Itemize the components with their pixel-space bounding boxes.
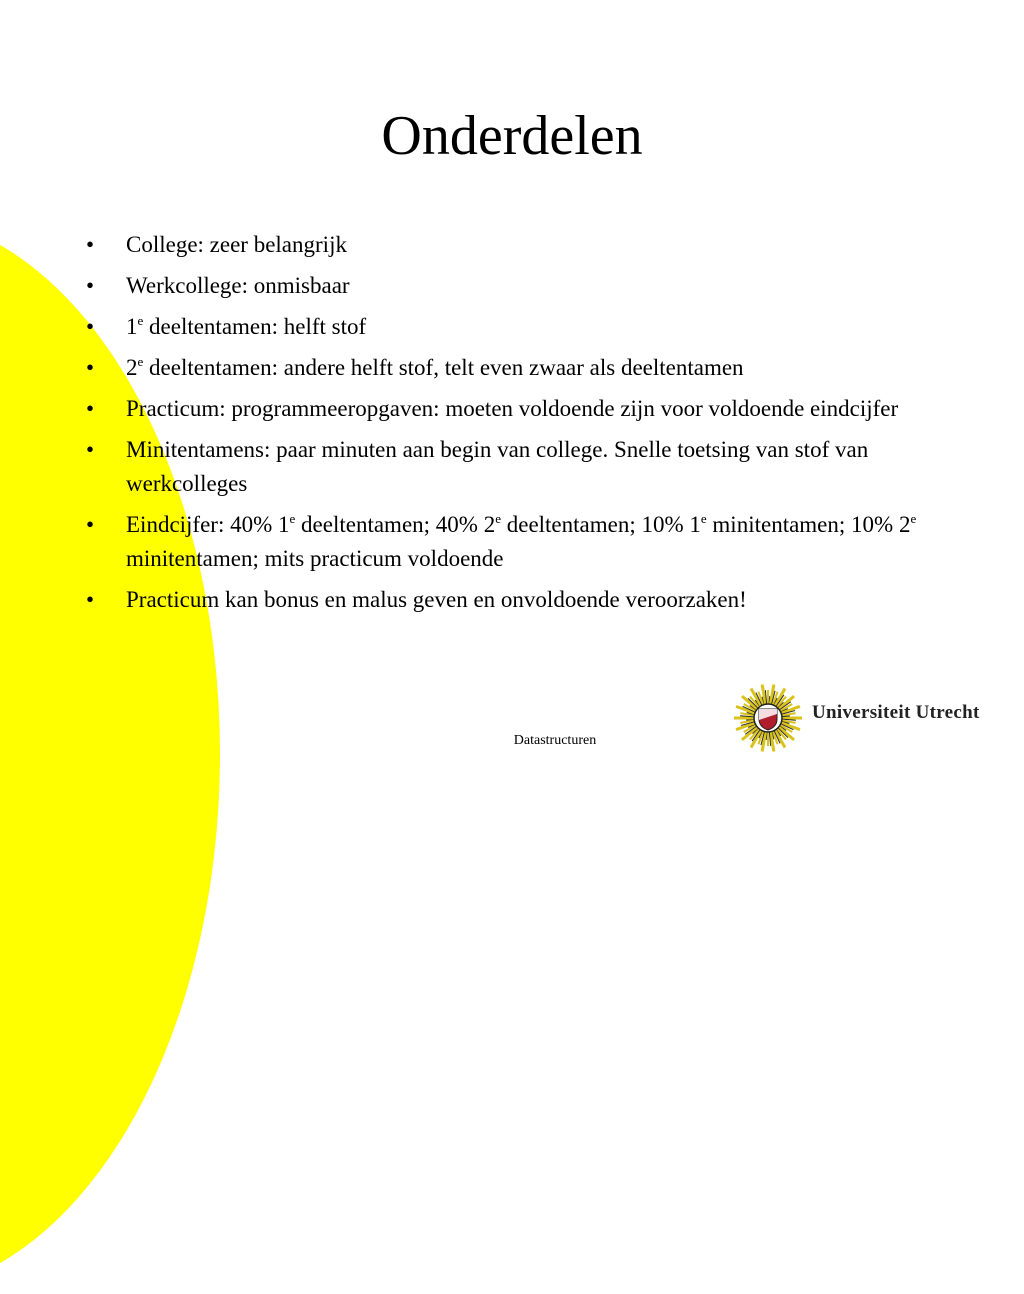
bullet-item (86, 433, 926, 501)
bullet-dot: • (86, 437, 95, 462)
ordinal-superscript: e (137, 354, 144, 369)
bullet-text-segment: deeltentamen; 40% 2 (295, 512, 496, 537)
bullet-text-segment: deeltentamen: andere helft stof, telt even zwaar als deeltentamen (143, 355, 744, 380)
bullet-text-segment: Eindcijfer: 40% 1 (126, 512, 290, 537)
bullet-text-segment: 1 (126, 314, 138, 339)
bullet-item (86, 583, 926, 617)
bullet-text-segment: Minitentamens: paar minuten aan begin van college. Snelle toetsing van stof van werkcolleges (126, 437, 869, 496)
bullet-text-segment: 2 (126, 355, 138, 380)
bullet-dot: • (86, 314, 95, 339)
bullet-item (86, 228, 926, 262)
university-name: Universiteit Utrecht (812, 702, 980, 723)
bullet-text-segment: deeltentamen: helft stof (143, 314, 367, 339)
bullet-text-segment: minitentamen; 10% 2 (706, 512, 911, 537)
bullet-text-segment: Practicum kan bonus en malus geven en onvoldoende veroorzaken! (126, 587, 747, 612)
bullet-item (86, 351, 926, 385)
ordinal-superscript: e (289, 511, 296, 526)
ordinal-superscript: e (700, 511, 707, 526)
bullet-text (126, 437, 868, 496)
bullet-text-segment: Werkcollege: onmisbaar (126, 273, 350, 298)
university-seal-icon (732, 682, 804, 754)
bullet-dot: • (86, 232, 95, 257)
bullet-text (126, 512, 916, 571)
bullet-item (86, 310, 926, 344)
bullet-text-segment: deeltentamen; 10% 1 (500, 512, 701, 537)
bullet-dot: • (86, 273, 95, 298)
ordinal-superscript: e (137, 313, 144, 328)
bullet-dot: • (86, 355, 95, 380)
bullet-text-segment: Practicum: programmeeropgaven: moeten voldoende zijn voor voldoende eindcijfer (126, 396, 899, 421)
bullet-dot: • (86, 512, 95, 537)
bullet-text (126, 396, 898, 421)
bullet-text (126, 232, 347, 257)
ordinal-superscript: e (495, 511, 501, 526)
bullet-item (86, 269, 926, 303)
bullet-item (86, 508, 926, 576)
bullet-text (126, 314, 366, 339)
bullet-text-segment: College: zeer belangrijk (126, 232, 347, 257)
slide-title: Onderdelen (381, 105, 643, 167)
bullet-list (86, 228, 926, 624)
bullet-dot: • (86, 587, 95, 612)
bullet-text (126, 355, 744, 380)
bullet-text-segment: minitentamen; mits practicum voldoende (126, 546, 504, 571)
bullet-text (126, 587, 747, 612)
ordinal-superscript: e (910, 511, 917, 526)
slide-footer: Datastructuren (513, 733, 597, 748)
university-logo (732, 682, 984, 754)
bullet-dot: • (86, 396, 95, 421)
bullet-item (86, 392, 926, 426)
bullet-text (126, 273, 350, 298)
